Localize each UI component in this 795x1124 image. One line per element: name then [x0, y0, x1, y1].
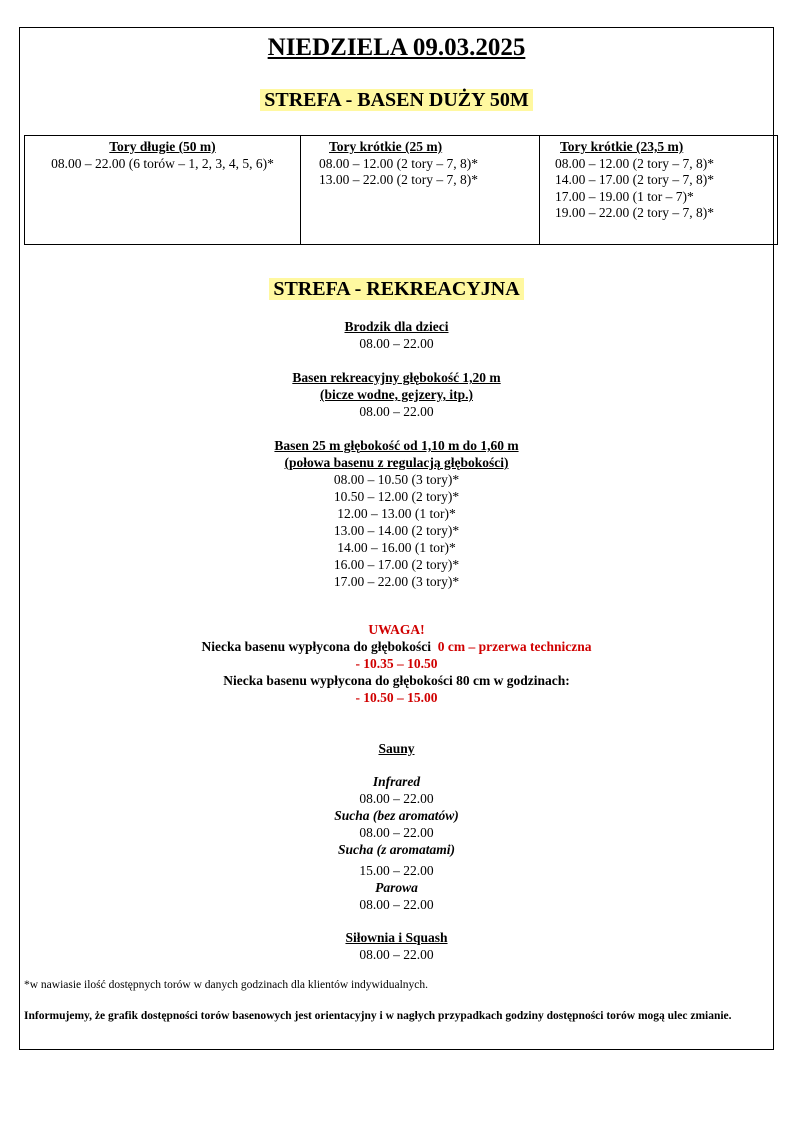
- pool25-line: 14.00 – 16.00 (1 tor)*: [337, 540, 456, 555]
- pool25-header: Basen 25 m głębokość od 1,10 m do 1,60 m: [274, 438, 519, 453]
- recreation-pool-header: Basen rekreacyjny głębokość 1,20 m: [292, 370, 501, 385]
- warning-line-4: - 10.50 – 15.00: [355, 690, 438, 705]
- zone-big-pool-label: STREFA - BASEN DUŻY 50M: [260, 89, 532, 111]
- footnote: *w nawiasie ilość dostępnych torów w danych godzinach dla klientów indywidualnych.: [24, 979, 429, 991]
- gym-hours: 08.00 – 22.00: [359, 947, 434, 962]
- pool25-line: 13.00 – 14.00 (2 tory)*: [333, 523, 460, 538]
- lanes-short235-line: 19.00 – 22.00 (2 tory – 7, 8)*: [555, 205, 714, 220]
- recreation-pool-hours: 08.00 – 22.00: [359, 404, 434, 419]
- page-title: NIEDZIELA 09.03.2025: [267, 34, 526, 61]
- lanes-short235-header: Tory krótkie (23,5 m): [560, 139, 684, 154]
- pool25-line: 10.50 – 12.00 (2 tory)*: [333, 489, 460, 504]
- sauna-hours: 08.00 – 22.00: [359, 897, 434, 912]
- saunas-header-section: [20, 740, 773, 757]
- lanes-short235-cell: [540, 136, 778, 245]
- recreation-pool-section: [20, 369, 773, 420]
- lanes-short25-line: 13.00 – 22.00 (2 tory – 7, 8)*: [319, 172, 478, 187]
- lanes-table: [24, 135, 778, 245]
- lanes-long-cell: [25, 136, 301, 245]
- lanes-long-line: 08.00 – 22.00 (6 torów – 1, 2, 3, 4, 5, 6)*: [51, 155, 274, 171]
- recreation-pool-subheader: (bicze wodne, gejzery, itp.): [320, 387, 473, 402]
- lanes-long-header: Tory długie (50 m): [109, 139, 216, 154]
- pool25-subheader: (połowa basenu z regulacją głębokości): [284, 455, 509, 470]
- warning-line-1-red: 0 cm – przerwa techniczna: [437, 639, 592, 654]
- lanes-short235-line: 17.00 – 19.00 (1 tor – 7)*: [555, 188, 694, 204]
- lanes-short25-line: 08.00 – 12.00 (2 tory – 7, 8)*: [319, 155, 478, 171]
- gym-header: Siłownia i Squash: [345, 930, 448, 945]
- brodzik-hours: 08.00 – 22.00: [359, 336, 434, 351]
- warning-line-1: [20, 638, 773, 655]
- lanes-short235-line: 08.00 – 12.00 (2 tory – 7, 8)*: [555, 155, 714, 171]
- warning-section: [20, 621, 773, 706]
- brodzik-header: Brodzik dla dzieci: [344, 319, 449, 334]
- warning-line-2: - 10.35 – 10.50: [355, 656, 438, 671]
- saunas-header: Sauny: [378, 741, 415, 756]
- warning-line-1-text: Niecka basenu wypłycona do głębokości: [201, 639, 432, 654]
- sauna-hours: 15.00 – 22.00: [359, 863, 434, 878]
- sauna-hours: 08.00 – 22.00: [359, 791, 434, 806]
- pool25-section: [20, 437, 773, 590]
- pool25-line: 12.00 – 13.00 (1 tor)*: [337, 506, 456, 521]
- sauna-name: Infrared: [372, 774, 421, 789]
- zone-recreation-label: STREFA - REKREACYJNA: [269, 278, 523, 300]
- pool25-line: 08.00 – 10.50 (3 tory)*: [333, 472, 460, 487]
- sauna-name: Sucha (z aromatami): [337, 842, 456, 857]
- lanes-short25-cell: [301, 136, 540, 245]
- zone-big-pool-heading: [20, 88, 773, 112]
- info-note: Informujemy, że grafik dostępności torów basenowych jest orientacyjny i w nagłych przypadkach godziny dostępności torów mogą ulec zmianie.: [24, 1010, 732, 1022]
- lanes-short25-header: Tory krótkie (25 m): [329, 139, 443, 154]
- sauna-name: Sucha (bez aromatów): [334, 808, 459, 823]
- warning-line-3: Niecka basenu wypłycona do głębokości 80 cm w godzinach:: [223, 673, 570, 688]
- pool25-line: 17.00 – 22.00 (3 tory)*: [333, 574, 460, 589]
- pool25-line: 16.00 – 17.00 (2 tory)*: [333, 557, 460, 572]
- brodzik-section: [20, 318, 773, 352]
- schedule-frame: [19, 27, 774, 1050]
- sauna-hours: 08.00 – 22.00: [359, 825, 434, 840]
- sauna-name: Parowa: [375, 880, 418, 895]
- warning-label: UWAGA!: [368, 622, 425, 637]
- saunas-section: [20, 773, 773, 913]
- zone-recreation-heading: [20, 277, 773, 301]
- gym-section: [20, 929, 773, 963]
- lanes-short235-line: 14.00 – 17.00 (2 tory – 7, 8)*: [555, 172, 714, 187]
